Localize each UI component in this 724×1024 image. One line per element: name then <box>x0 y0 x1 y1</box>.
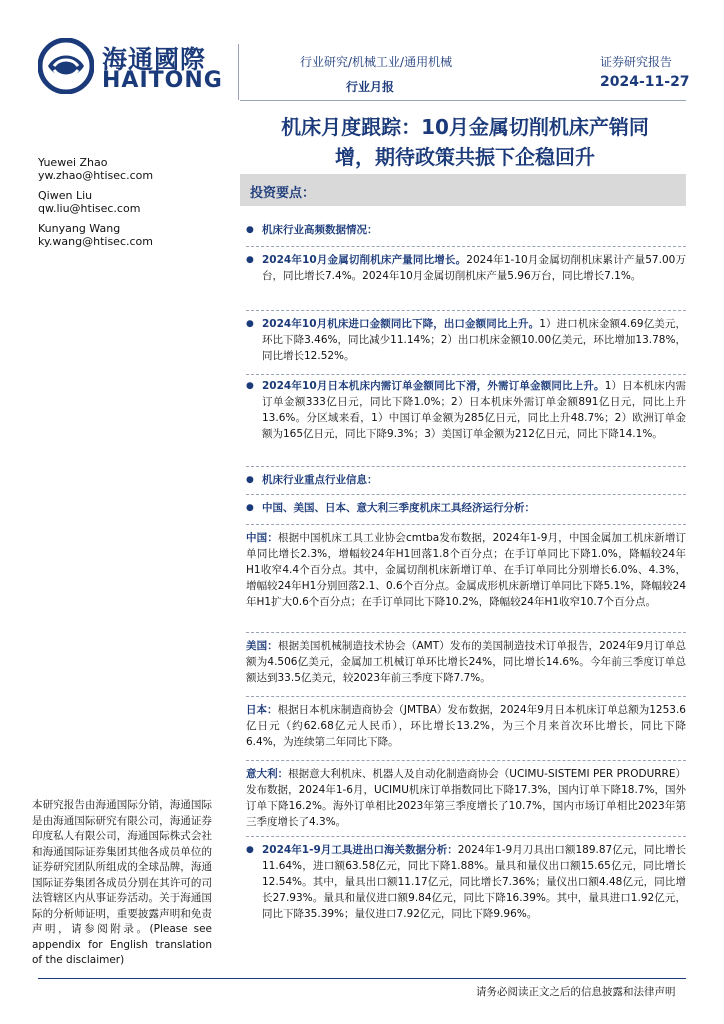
header-divider <box>238 44 239 100</box>
paragraph-usa <box>246 638 686 686</box>
dashed-divider <box>246 466 686 467</box>
distribution-disclaimer: 本研究报告由海通国际分销，海通国际是由海通国际研究有限公司，海通证券印度私人有限公司，海通国际株式会社和海通国际证券集团其他各成员单位的证券研究团队所组成的全球品牌，海通国际证券集团各成员分别在其许可的司法管辖区内从事证券活动。关于海通国际的分析师证明，重要披露声明和免责声明，请参阅附录。(Please see appendix for English translation of the disclaimer) <box>32 799 212 966</box>
analyst-name: Qiwen Liu <box>38 189 93 202</box>
report-type: 行业月报 <box>346 80 395 94</box>
dashed-divider <box>246 374 686 375</box>
bullet-icon: ● <box>246 475 254 485</box>
bullet-text: 1）日本机床内需订单金额333亿日元，同比下降1.0%；2）日本机床外需订单金额891亿日元，同比上升13.6%。分区域来看，1）中国订单金额为285亿日元，同比上升48.7%；2）欧洲订单金额为165亿日元，同比下降9.3%；3）美国订单金额为212亿日元，同比下降14.1%。 <box>262 380 686 440</box>
bullet-heading: 中国、美国、日本、意大利三季度机床工具经济运行分析： <box>262 502 535 514</box>
dashed-divider <box>246 760 686 761</box>
dashed-divider <box>246 836 686 837</box>
bullet-item <box>246 222 686 238</box>
analyst-3 <box>38 222 153 248</box>
dashed-divider <box>246 310 686 311</box>
bullet-heading: 2024年1-9月工具进出口海关数据分析： <box>262 844 458 856</box>
analyst-1 <box>38 156 153 182</box>
bullet-heading: 2024年10月机床进口金额同比下降，出口金额同比上升。 <box>262 318 540 330</box>
paragraph-japan <box>246 702 686 750</box>
bullet-icon: ● <box>246 845 254 855</box>
logo-chinese-name: 海通國際 <box>102 45 207 74</box>
report-category: 行业研究/机械工业/通用机械 <box>300 55 453 69</box>
dashed-divider <box>246 632 686 633</box>
report-title <box>240 112 690 172</box>
analyst-2 <box>38 189 140 215</box>
report-title-line-2: 增，期待政策共振下企稳回升 <box>335 145 595 169</box>
bullet-item <box>246 842 686 922</box>
analyst-email[interactable]: yw.zhao@htisec.com <box>38 169 154 182</box>
analyst-email[interactable]: ky.wang@htisec.com <box>38 235 153 248</box>
bullet-icon: ● <box>246 225 254 235</box>
bullet-item <box>246 378 686 442</box>
report-date: 2024-11-27 <box>600 74 690 90</box>
bullet-icon: ● <box>246 255 254 265</box>
investment-highlights-band <box>240 174 686 206</box>
bullet-item <box>246 252 686 284</box>
dashed-divider <box>246 494 686 495</box>
bullet-item <box>246 500 686 516</box>
paragraph-china <box>246 530 686 610</box>
bullet-heading: 机床行业高频数据情况： <box>262 224 378 236</box>
paragraph-italy <box>246 766 686 830</box>
haitong-logo <box>38 38 223 94</box>
bullet-text: 1）进口机床金额4.69亿美元，环比下降3.46%，同比减少11.14%；2）出口机床金额10.00亿美元，环比增加13.78%，同比增长12.52%。 <box>262 318 686 362</box>
paragraph-heading: 意大利： <box>246 768 289 780</box>
bullet-heading: 机床行业重点行业信息： <box>262 474 378 486</box>
paragraph-text: 根据日本机床制造商协会（JMTBA）发布数据，2024年9月日本机床订单总额为1253.6亿日元（约62.68亿元人民币），环比增长13.2%，为三个月来首次环比增长，同比下降6.4%，为连续第二年同比下降。 <box>246 704 686 748</box>
haitong-emblem-icon <box>38 38 94 94</box>
bullet-icon: ● <box>246 381 254 391</box>
dashed-divider <box>246 696 686 697</box>
logo-english-name: HAITONG <box>102 68 223 93</box>
paragraph-text: 根据中国机床工具工业协会cmtba发布数据，2024年1-9月，中国金属加工机床新增订单同比增长2.3%，增幅较24年H1回落1.8个百分点；在手订单同比下降1.0%，降幅较24年H1收窄4.4个百分点。其中，金属切削机床新增订单、在手订单同比分别增长6.0%、4.3%，增幅较24年H1分别回落2.1、0.6个百分点。金属成形机床新增订单同比下降5.1%，降幅较24年H1扩大0.6个百分点；在手订单同比下降10.2%，降幅较24年H1收窄10.7个百分点。 <box>246 532 687 608</box>
paragraph-heading: 美国： <box>246 640 278 652</box>
dashed-divider <box>246 246 686 247</box>
bullet-heading: 2024年10月日本机床内需订单金额同比下滑，外需订单金额同比上升。 <box>262 380 605 392</box>
bullet-heading: 2024年10月金属切削机床产量同比增长。 <box>262 254 467 266</box>
paragraph-heading: 日本： <box>246 704 278 716</box>
bullet-icon: ● <box>246 319 254 329</box>
paragraph-text: 根据美国机械制造技术协会（AMT）发布的美国制造技术订单报告，2024年9月订单总额为4.506亿美元，金属加工机械订单环比增长24%，同比增长14.6%。今年前三季度订单总额达到33.5亿美元，较2023年前三季度下降7.7%。 <box>246 640 686 684</box>
report-label: 证券研究报告 <box>600 55 673 69</box>
analyst-email[interactable]: qw.liu@htisec.com <box>38 202 141 215</box>
paragraph-text: 根据意大利机床、机器人及自动化制造商协会（UCIMU-SISTEMI PER PRODURRE）发布数据，2024年1-6月，UCIMU机床订单指数同比下降17.3%，国内订单下降18.7%，国外订单下降16.2%。海外订单相比2023年第三季度增长了10.7%，国内市场订单相比2023年第三季度增长了4.3%。 <box>246 768 687 828</box>
dashed-divider <box>246 524 686 525</box>
report-title-line-1: 机床月度跟踪：10月金属切削机床产销同 <box>281 115 649 139</box>
bullet-item <box>246 472 686 488</box>
footer-notice: 请务必阅读正文之后的信息披露和法律声明 <box>476 986 676 998</box>
paragraph-heading: 中国： <box>246 532 278 544</box>
analyst-name: Yuewei Zhao <box>38 156 108 169</box>
section-title: 投资要点： <box>250 186 316 201</box>
footer-rule <box>38 978 686 979</box>
header-rule <box>240 100 686 101</box>
bullet-item <box>246 316 686 364</box>
bullet-text: 2024年1-10月金属切削机床累计产量57.00万台，同比增长7.4%。2024年10月金属切削机床产量5.96万台，同比增长7.1%。 <box>262 254 686 282</box>
bullet-icon: ● <box>246 503 254 513</box>
bullet-text: 2024年1-9月刀具出口额189.87亿元，同比增长11.64%，进口额63.58亿元，同比下降1.88%。量具和量仪出口额15.65亿元，同比增长12.54%。其中，量具出口额11.17亿元，同比增长7.36%；量仪出口额4.48亿元，同比增长27.93%。量具和量仪进口额9.84亿元，同比下降16.39%。其中，量具进口1.92亿元，同比下降35.39%；量仪进口7.92亿元，同比下降9.96%。 <box>262 844 686 920</box>
analyst-name: Kunyang Wang <box>38 222 121 235</box>
